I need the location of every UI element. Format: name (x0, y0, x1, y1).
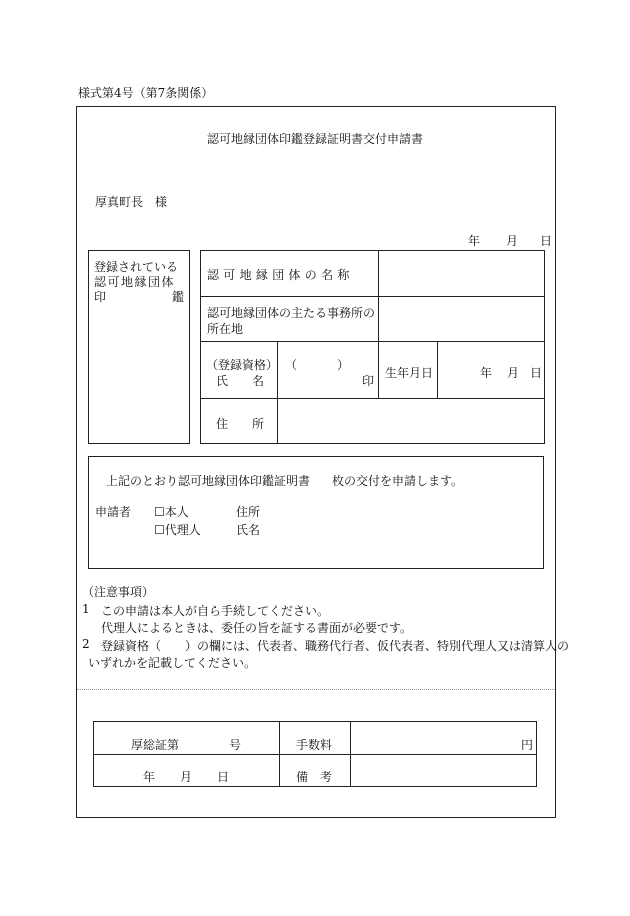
note-2-line2: いずれかを記載してください。 (88, 656, 257, 670)
table-divider (200, 341, 545, 342)
issue-year: 年 (143, 770, 156, 784)
remarks-label: 備 考 (296, 770, 333, 784)
qualification-paren-open: （ (285, 358, 298, 372)
office-label-line1: 認可地縁団体の主たる事務所の (207, 306, 376, 320)
addressee: 厚真町長 様 (95, 195, 168, 209)
note-2-number: 2 (82, 637, 90, 651)
birth-year[interactable]: 年 (480, 366, 493, 380)
issue-day: 日 (217, 770, 230, 784)
applicant-address-label: 住所 (236, 505, 261, 519)
note-1-line1: この申請は本人が自ら手続してください。 (101, 604, 330, 618)
notes-heading: （注意事項） (82, 585, 155, 599)
option-self-checkbox[interactable]: ☐本人 (154, 505, 189, 519)
note-1-line2: 代理人によるときは、委任の旨を証する書面が必要です。 (101, 621, 413, 635)
request-statement-a: 上記のとおり認可地縁団体印鑑証明書 (106, 474, 311, 488)
birth-month[interactable]: 月 (507, 366, 520, 380)
representative-name-label: 氏 名 (216, 374, 265, 388)
table-divider (200, 296, 545, 297)
table-divider (378, 250, 379, 398)
table-divider (437, 341, 438, 398)
birth-day[interactable]: 日 (530, 366, 543, 380)
seal-box-line2: 認可地縁団体 (94, 275, 176, 289)
seal-mark: 印 (362, 374, 375, 388)
org-name-field[interactable] (380, 252, 543, 294)
org-name-label: 認可地縁団体の名称 (207, 268, 354, 282)
address-field[interactable] (279, 400, 543, 442)
date-day[interactable]: 日 (540, 234, 553, 248)
qualification-paren-close: ） (337, 358, 350, 372)
table-divider (350, 721, 351, 787)
office-label-line2: 所在地 (207, 322, 244, 336)
seal-box-line3b: 鑑 (172, 290, 185, 304)
form-title: 認可地縁団体印鑑登録証明書交付申請書 (206, 132, 423, 146)
representative-name-field[interactable] (279, 343, 376, 396)
request-statement-b: 枚の交付を申請します。 (332, 474, 464, 488)
note-2-line1: 登録資格（ ）の欄には、代表者、職務代行者、仮代表者、特別代理人又は清算人の (101, 639, 570, 653)
applicant-label: 申請者 (95, 505, 132, 519)
office-address-field[interactable] (380, 298, 543, 340)
office-use-separator (77, 689, 555, 690)
date-month[interactable]: 月 (506, 234, 519, 248)
cert-number-prefix: 厚総証第 (131, 738, 180, 752)
fee-yen: 円 (521, 738, 534, 752)
date-year[interactable]: 年 (468, 234, 481, 248)
qualification-label: （登録資格） (206, 358, 279, 372)
table-divider (200, 398, 545, 399)
seal-box-line1: 登録されている (94, 260, 179, 274)
seal-box-line3a: 印 (94, 290, 107, 304)
table-divider (279, 721, 280, 787)
birthdate-label: 生年月日 (385, 366, 434, 380)
note-1-number: 1 (82, 602, 90, 616)
issue-month: 月 (180, 770, 193, 784)
cert-number-suffix: 号 (229, 738, 242, 752)
form-number: 様式第4号（第7条関係） (78, 86, 214, 100)
applicant-name-label: 氏名 (236, 523, 261, 537)
address-label: 住 所 (216, 417, 265, 431)
table-divider (93, 754, 537, 755)
fee-label: 手数料 (296, 738, 333, 752)
option-agent-checkbox[interactable]: ☐代理人 (154, 523, 201, 537)
